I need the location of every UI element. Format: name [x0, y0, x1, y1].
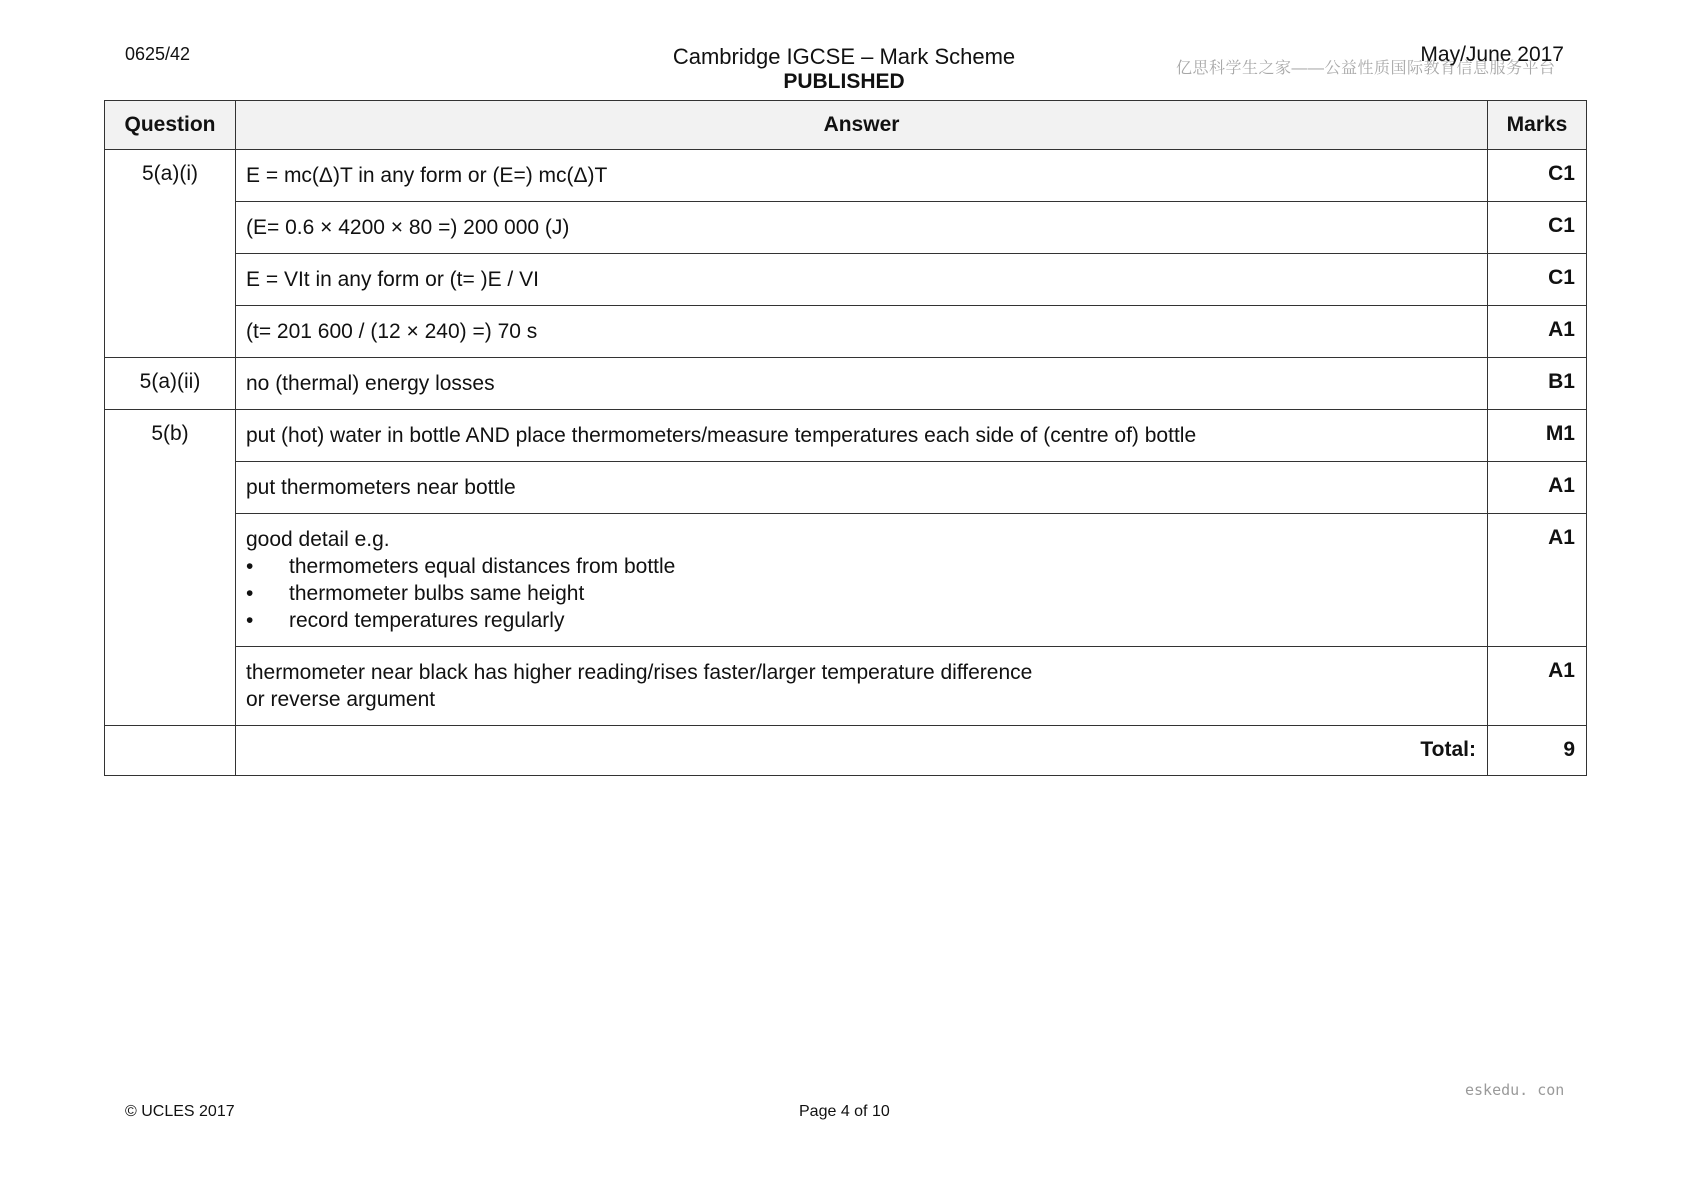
answer-line-alternative: or reverse argument: [246, 688, 436, 711]
document-title: Cambridge IGCSE – Mark Scheme: [672, 44, 1016, 69]
question-number: 5(b): [105, 410, 236, 726]
table-row: [105, 202, 1587, 254]
answer-cell: (E= 0.6 × 4200 × 80 =) 200 000 (J): [236, 202, 1488, 254]
answer-cell: [236, 647, 1488, 726]
table-row: [105, 358, 1587, 410]
table-row: [105, 306, 1587, 358]
bullet-icon: •: [246, 609, 254, 632]
mark-cell: B1: [1488, 358, 1587, 410]
mark-cell: M1: [1488, 410, 1587, 462]
table-header-row: [105, 101, 1587, 150]
table-row: [105, 150, 1587, 202]
column-header-marks: Marks: [1488, 101, 1587, 150]
document-header: [544, 44, 1144, 94]
mark-cell: A1: [1488, 462, 1587, 514]
bullet-icon: •: [246, 582, 254, 605]
published-label: PUBLISHED: [783, 70, 905, 93]
page-number: Page 4 of 10: [799, 1103, 890, 1120]
answer-cell: no (thermal) energy losses: [236, 358, 1488, 410]
total-marks: 9: [1488, 726, 1587, 776]
answer-intro: good detail e.g.: [246, 528, 390, 551]
list-item: [246, 580, 1477, 607]
answer-line: thermometer near black has higher reading/rises faster/larger temperature difference: [246, 661, 1033, 684]
answer-bullet-list: [246, 553, 1477, 634]
table-row: [105, 514, 1587, 647]
answer-cell: put thermometers near bottle: [236, 462, 1488, 514]
bullet-text: thermometers equal distances from bottle: [289, 555, 676, 578]
mark-cell: A1: [1488, 514, 1587, 647]
mark-cell: A1: [1488, 306, 1587, 358]
mark-cell: C1: [1488, 202, 1587, 254]
answer-cell: [236, 514, 1488, 647]
answer-cell: E = VIt in any form or (t= )E / VI: [236, 254, 1488, 306]
mark-cell: C1: [1488, 150, 1587, 202]
bullet-icon: •: [246, 555, 254, 578]
exam-session: May/June 2017: [1420, 43, 1564, 66]
answer-cell: (t= 201 600 / (12 × 240) =) 70 s: [236, 306, 1488, 358]
list-item: [246, 607, 1477, 634]
copyright: © UCLES 2017: [125, 1103, 235, 1120]
table-row: [105, 254, 1587, 306]
syllabus-code: 0625/42: [125, 44, 191, 64]
mark-cell: C1: [1488, 254, 1587, 306]
column-header-answer: Answer: [236, 101, 1488, 150]
mark-scheme-table: [104, 100, 1587, 776]
mark-cell: A1: [1488, 647, 1587, 726]
watermark-chinese: 亿思科学生之家——公益性质国际教育信息服务平台: [1176, 60, 1556, 77]
question-number: 5(a)(ii): [105, 358, 236, 410]
bullet-text: record temperatures regularly: [289, 609, 565, 632]
list-item: [246, 553, 1477, 580]
answer-cell: E = mc(Δ)T in any form or (E=) mc(Δ)T: [236, 150, 1488, 202]
empty-cell: [105, 726, 236, 776]
total-row: [105, 726, 1587, 776]
column-header-question: Question: [105, 101, 236, 150]
bullet-text: thermometer bulbs same height: [289, 582, 585, 605]
total-label: Total:: [236, 726, 1488, 776]
table-row: [105, 410, 1587, 462]
answer-cell: put (hot) water in bottle AND place thermometers/measure temperatures each side of (centre of) bottle: [236, 410, 1488, 462]
question-number: 5(a)(i): [105, 150, 236, 358]
table-row: [105, 462, 1587, 514]
watermark-site: eskedu. con: [1465, 1081, 1565, 1099]
table-row: [105, 647, 1587, 726]
